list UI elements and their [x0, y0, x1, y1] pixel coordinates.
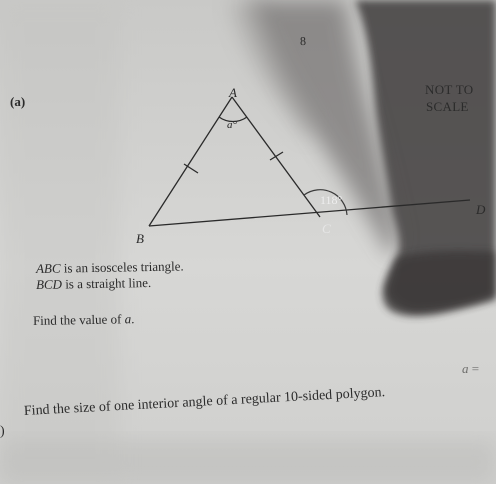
page-number: 8 [299, 33, 307, 49]
scale-note-line-2: SCALE [426, 99, 469, 114]
vertex-label-d: D [476, 202, 486, 217]
answer-line-a [462, 361, 479, 377]
statement-line-name: BCD [35, 276, 63, 292]
side-ab [149, 97, 232, 226]
question-a-variable: a [124, 311, 132, 327]
answer-equals: = [468, 361, 480, 376]
vertex-label-b: B [136, 231, 144, 246]
tick-mark-ac [270, 152, 283, 160]
scale-note-line-1: NOT TO [425, 82, 474, 97]
question-b: Find the size of one interior angle of a regular 10-sided polygon. [23, 385, 386, 419]
part-a-label: (a) [10, 94, 26, 109]
statement-triangle-name: ABC [35, 260, 61, 276]
statement-isosceles [36, 258, 184, 277]
question-a-text: Find the value of [32, 311, 125, 328]
vertex-label-c: C [322, 221, 331, 236]
statement-straight-line [36, 275, 151, 293]
angle-label-a: a° [227, 119, 237, 131]
question-a-period: . [131, 311, 135, 327]
answer-variable: a [462, 361, 469, 376]
question-a [33, 311, 135, 329]
part-b-marker: ) [0, 424, 5, 439]
vertex-label-a: A [229, 85, 237, 100]
statement-straight-line-text: is a straight line. [61, 274, 152, 292]
statement-isosceles-text: is an isosceles triangle. [60, 258, 184, 276]
angle-label-exterior: 118° [320, 193, 343, 207]
line-bcd [149, 200, 470, 226]
